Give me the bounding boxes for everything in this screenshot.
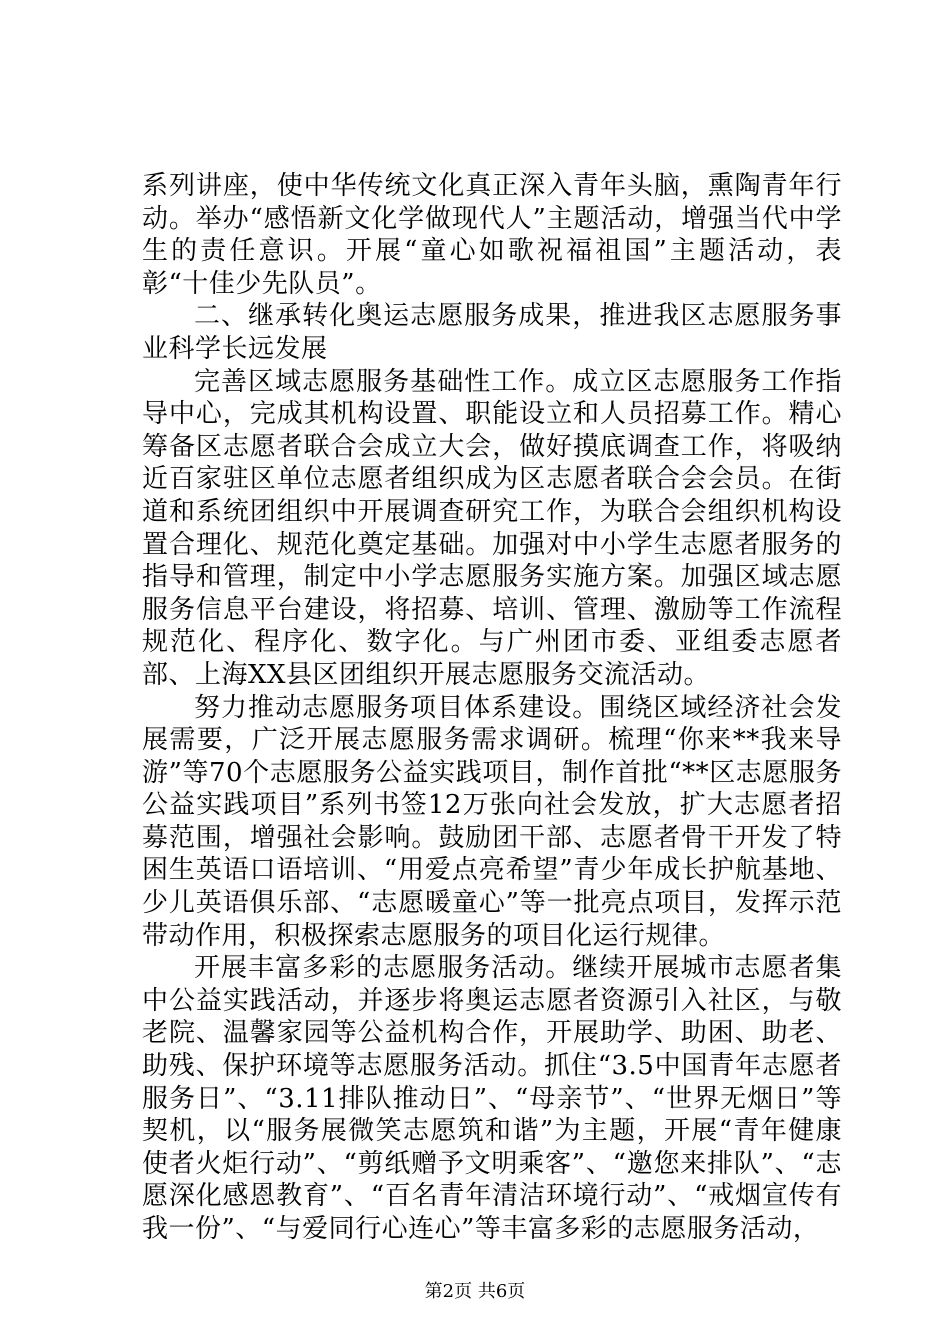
paragraph-project-system: 努力推动志愿服务项目体系建设。围绕区域经济社会发展需要，广泛开展志愿服务需求调研。梳理“你来**我来导游”等70个志愿服务公益实践项目，制作首批“**区志愿服务公益实践项目”系列书签12万张向社会发放，扩大志愿者招募范围，增强社会影响。鼓励团干部、志愿者骨干开发了特困生英语口语培训、“用爱点亮希望”青少年成长护航基地、少儿英语俱乐部、“志愿暖童心”等一批亮点项目，发挥示范带动作用，积极探索志愿服务的项目化运行规律。: [142, 692, 842, 951]
page-number-footer: 第2页 共6页: [424, 1281, 526, 1302]
paragraph-service-activities: 开展丰富多彩的志愿服务活动。继续开展城市志愿者集中公益实践活动，并逐步将奥运志愿者资源引入社区，与敬老院、温馨家园等公益机构合作，开展助学、助困、助老、助残、保护环境等志愿服务活动。抓住“3.5中国青年志愿者服务日”、“3.11排队推动日”、“母亲节”、“世界无烟日”等契机，以“服务展微笑志愿筑和谐”为主题，开展“青年健康使者火炬行动”、“剪纸赠予文明乘客”、“邀您来排队”、“志愿深化感恩教育”、“百名青年清洁环境行动”、“戒烟宣传有我一份”、“与爱同行心连心”等丰富多彩的志愿服务活动，: [142, 953, 842, 1244]
paragraph-lecture-series: 系列讲座，使中华传统文化真正深入青年头脑，熏陶青年行动。举办“感悟新文化学做现代人”主题活动，增强当代中学生的责任意识。开展“童心如歌祝福祖国”主题活动，表彰“十佳少先队员”。: [142, 171, 842, 299]
paragraph-basic-work: 完善区域志愿服务基础性工作。成立区志愿服务工作指导中心，完成其机构设置、职能设立和人员招募工作。精心筹备区志愿者联合会成立大会，做好摸底调查工作，将吸纳近百家驻区单位志愿者组织成为区志愿者联合会会员。在街道和系统团组织中开展调查研究工作，为联合会组织机构设置合理化、规范化奠定基础。加强对中小学生志愿者服务的指导和管理，制定中小学志愿服务实施方案。加强区域志愿服务信息平台建设，将招募、培训、管理、激励等工作流程规范化、程序化、数字化。与广州团市委、亚组委志愿者部、上海XX县区团组织开展志愿服务交流活动。: [142, 366, 842, 690]
section-heading-volunteer-service: 二、继承转化奥运志愿服务成果，推进我区志愿服务事业科学长远发展: [142, 301, 842, 364]
document-body: [142, 170, 842, 1246]
